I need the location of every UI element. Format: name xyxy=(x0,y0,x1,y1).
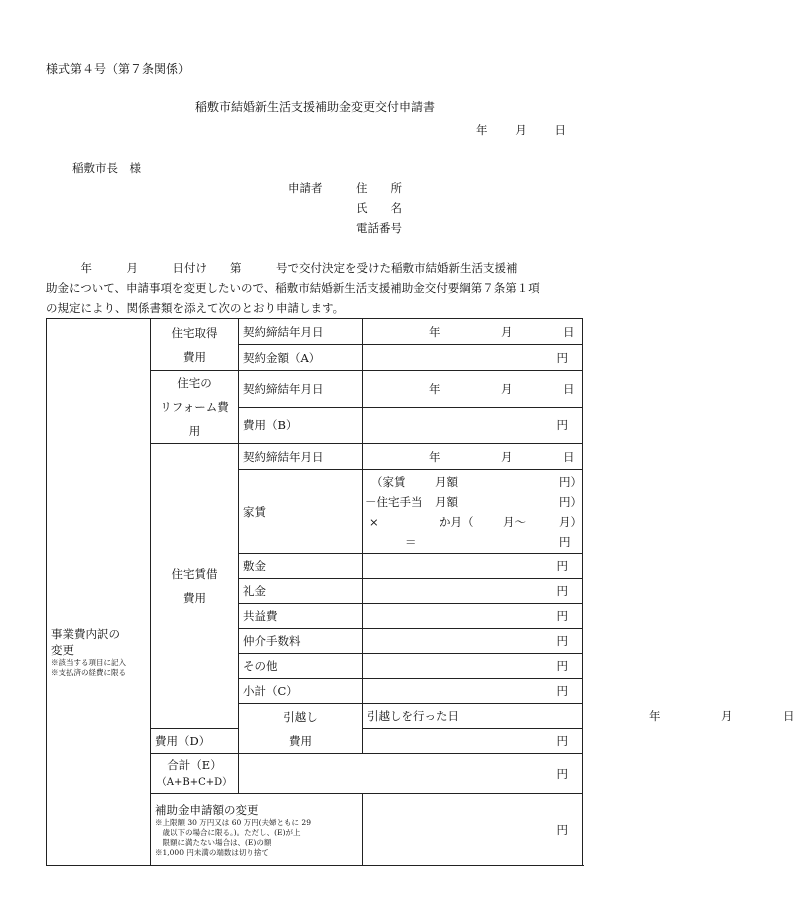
value-contract-amount[interactable]: 円 xyxy=(363,345,583,371)
applicant-name-label xyxy=(356,200,402,216)
applicant-address-label xyxy=(356,180,402,196)
category-housing-acquisition xyxy=(151,319,239,371)
category-line-1: 住宅賃借 xyxy=(171,567,218,581)
rent-calc-text: 月～ xyxy=(503,514,526,529)
statement-line-3: の規定により、関係書類を添えて次のとおり申請します。 xyxy=(46,301,345,315)
category-line-2: 費用 xyxy=(183,591,206,605)
value-key-money[interactable]: 円 xyxy=(363,579,583,604)
rent-calc-text: 円） xyxy=(559,494,582,509)
value-other[interactable]: 円 xyxy=(363,654,583,679)
rent-calc-text: ＝ xyxy=(405,534,417,549)
value-contract-date[interactable] xyxy=(363,319,583,345)
section-label-line-1: 事業費内訳の xyxy=(51,627,120,641)
item-other: その他 xyxy=(239,654,363,679)
unit-year: 年 xyxy=(649,709,661,723)
rent-calc-text: 月額 xyxy=(435,494,458,509)
value-total[interactable]: 円 xyxy=(239,754,583,794)
unit-month: 月 xyxy=(501,381,513,396)
unit-day: 日 xyxy=(563,449,575,464)
item-key-money: 礼金 xyxy=(239,579,363,604)
unit-day: 日 xyxy=(783,709,795,723)
applicant-phone-label: 電話番号 xyxy=(356,221,402,235)
addressee: 稲敷市長 様 xyxy=(72,161,141,175)
section-note-1: ※該当する項目に記入 xyxy=(51,658,126,667)
item-contract-amount: 契約金額（A） xyxy=(239,345,363,371)
rent-calc-text: か月（ xyxy=(439,514,474,529)
subsidy-note-1: ※上限額 30 万円又は 60 万円(夫婦ともに 29 xyxy=(155,817,311,827)
rent-calc-text: －住宅手当 xyxy=(365,494,423,509)
category-line-2: 費用 xyxy=(183,349,206,364)
category-line-1: 住宅取得 xyxy=(171,325,218,340)
statement-line-2: 助金について、申請事項を変更したいので、稲敷市結婚新生活支援補助金交付要綱第７条第１項 xyxy=(46,281,540,295)
value-deposit[interactable]: 円 xyxy=(363,554,583,579)
item-moving-date: 引越しを行った日 xyxy=(363,704,583,729)
form-number: 様式第４号（第７条関係） xyxy=(46,62,191,76)
table-row xyxy=(47,319,583,345)
subsidy-note-4: ※1,000 円未満の端数は切り捨て xyxy=(155,847,269,857)
subsidy-note-2: 歳以下の場合に限る。)。ただし、(E)が上 xyxy=(155,827,301,837)
date-month-label: 月 xyxy=(515,123,527,137)
item-moving-cost: 費用（D） xyxy=(151,729,239,754)
applicant-label: 申請者 xyxy=(288,181,323,195)
category-line-1: 引越し xyxy=(283,709,318,724)
category-moving xyxy=(239,704,363,754)
category-reform xyxy=(151,371,239,444)
application-date xyxy=(476,122,566,138)
item-contract-date: 契約締結年月日 xyxy=(239,371,363,408)
rent-calc-text: 円） xyxy=(559,474,582,489)
unit-day: 日 xyxy=(563,381,575,396)
name-char-1: 氏 xyxy=(356,201,368,215)
section-label-line-2: 変更 xyxy=(51,643,74,657)
category-total xyxy=(151,754,239,794)
subsidy-label: 補助金申請額の変更 xyxy=(155,802,259,817)
rent-calc-text: 円 xyxy=(559,534,571,549)
section-breakdown-label xyxy=(47,319,151,866)
value-subsidy[interactable]: 円 xyxy=(363,794,583,866)
total-label: 合計（E） xyxy=(167,757,222,772)
value-subtotal[interactable]: 円 xyxy=(363,679,583,704)
item-brokerage: 仲介手数料 xyxy=(239,629,363,654)
section-note-2: ※支払済の経費に限る xyxy=(51,668,126,677)
document-title: 稲敷市結婚新生活支援補助金変更交付申請書 xyxy=(194,100,435,114)
total-formula: （A+B+C+D） xyxy=(156,776,233,788)
subsidy-note-3: 限額に満たない場合は、(E)の額 xyxy=(155,837,272,847)
item-contract-date: 契約締結年月日 xyxy=(239,444,363,470)
item-subtotal: 小計（C） xyxy=(239,679,363,704)
category-line-2: 費用 xyxy=(289,733,312,748)
statement-line-1: 年 月 日付け 第 号で交付決定を受けた稲敷市結婚新生活支援補 xyxy=(46,261,518,275)
unit-year: 年 xyxy=(429,324,441,339)
category-line-1: 住宅の xyxy=(177,376,212,390)
rent-calc-text: × xyxy=(369,514,379,529)
name-char-2: 名 xyxy=(390,201,402,215)
unit-day: 日 xyxy=(563,324,575,339)
value-reform-cost[interactable]: 円 xyxy=(363,407,583,444)
category-line-2: リフォーム費用 xyxy=(160,400,229,438)
category-rental xyxy=(151,444,239,729)
address-char-1: 住 xyxy=(356,181,368,195)
item-rent: 家賃 xyxy=(239,470,363,554)
item-reform-cost: 費用（B） xyxy=(239,407,363,444)
expense-breakdown-table xyxy=(46,318,795,866)
rent-calc-text: （家賃 xyxy=(371,474,406,489)
value-brokerage[interactable]: 円 xyxy=(363,629,583,654)
value-moving-cost[interactable]: 円 xyxy=(363,729,583,754)
value-rent-calculation[interactable] xyxy=(363,470,583,554)
unit-month: 月 xyxy=(721,709,733,723)
item-common-fee: 共益費 xyxy=(239,604,363,629)
subsidy-label-cell xyxy=(151,794,363,866)
value-contract-date[interactable] xyxy=(363,371,583,408)
unit-month: 月 xyxy=(501,324,513,339)
unit-year: 年 xyxy=(429,381,441,396)
rent-calc-text: 月） xyxy=(559,514,582,529)
date-year-label: 年 xyxy=(476,123,488,137)
item-deposit: 敷金 xyxy=(239,554,363,579)
value-common-fee[interactable]: 円 xyxy=(363,604,583,629)
unit-month: 月 xyxy=(501,449,513,464)
rent-calc-text: 月額 xyxy=(435,474,458,489)
date-day-label: 日 xyxy=(554,123,566,137)
item-contract-date: 契約締結年月日 xyxy=(239,319,363,345)
value-contract-date[interactable] xyxy=(363,444,583,470)
unit-year: 年 xyxy=(429,449,441,464)
address-char-2: 所 xyxy=(390,181,402,195)
application-statement xyxy=(46,258,586,318)
